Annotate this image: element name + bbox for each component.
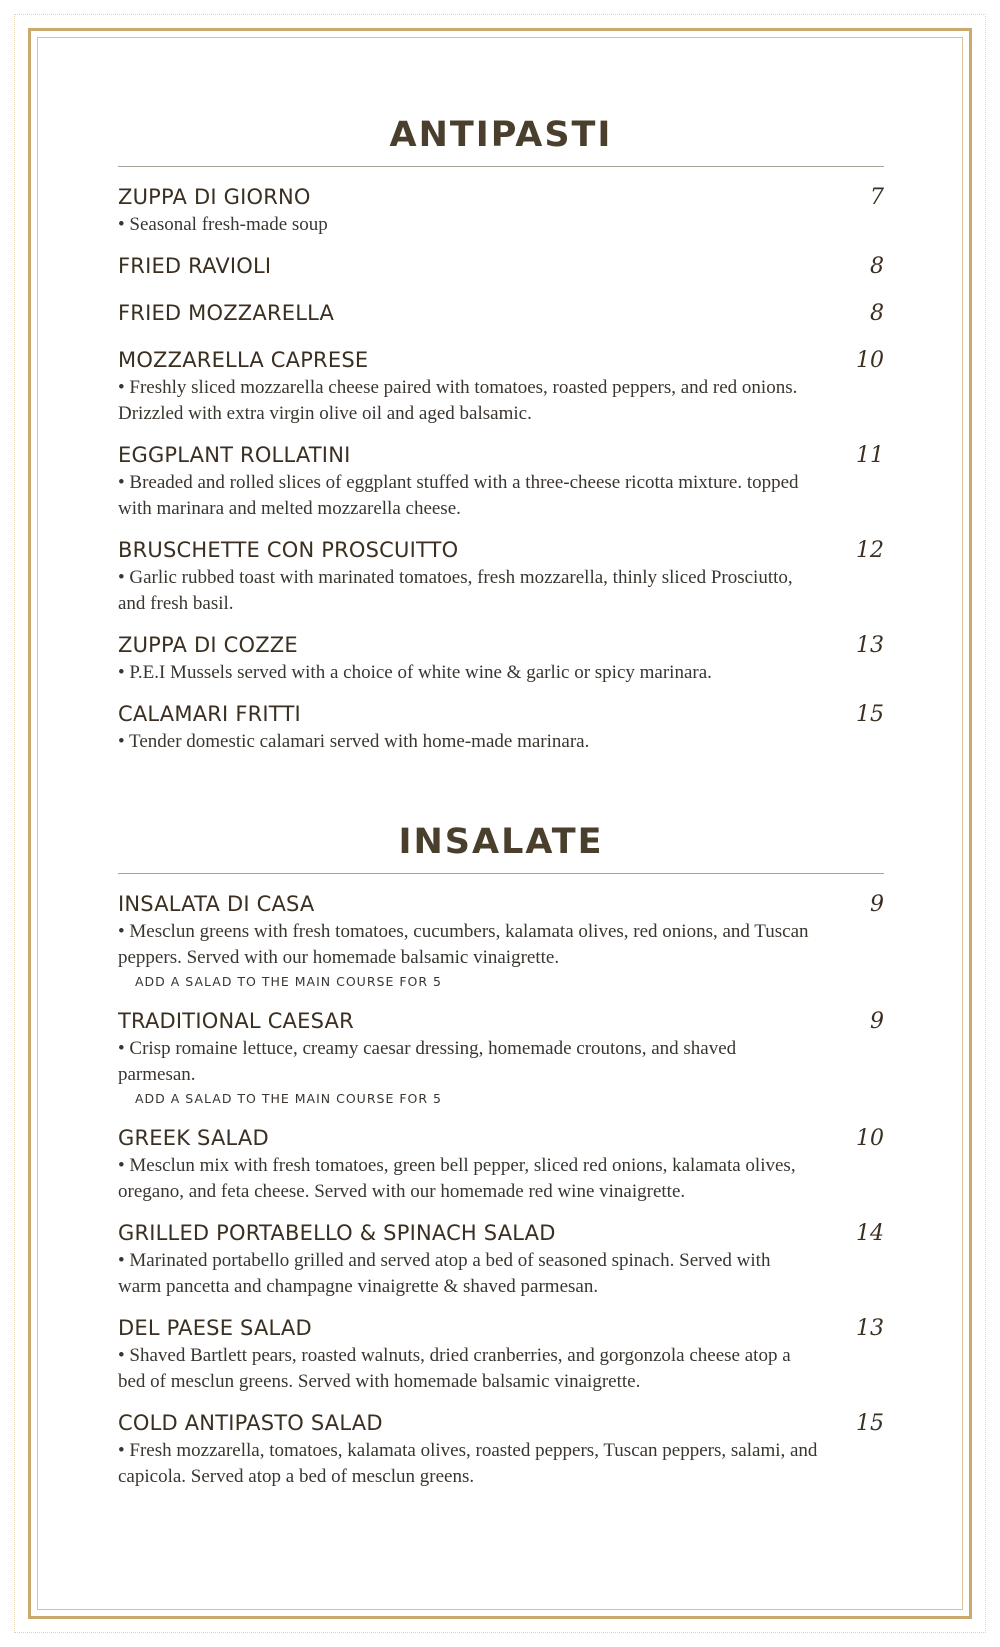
menu-item-note: ADD A SALAD TO THE MAIN COURSE FOR 5 (135, 974, 442, 989)
menu-item-note: ADD A SALAD TO THE MAIN COURSE FOR 5 (135, 1091, 442, 1106)
menu-item (118, 629, 884, 686)
menu-item-name: TRADITIONAL CAESAR (118, 1009, 354, 1033)
menu-item-description: • Freshly sliced mozzarella cheese paired with tomatoes, roasted peppers, and red onions. Drizzled with extra virgin olive oil and aged balsamic. (118, 377, 798, 424)
menu-item-price: 12 (856, 538, 884, 563)
menu-item-name: GRILLED PORTABELLO & SPINACH SALAD (118, 1221, 556, 1245)
menu-item-name: FRIED MOZZARELLA (118, 301, 335, 325)
menu-item-name: MOZZARELLA CAPRESE (118, 348, 369, 372)
menu-item-price: 15 (856, 702, 884, 727)
menu-content (118, 112, 884, 1502)
menu-item-price: 7 (870, 185, 884, 210)
menu-item-description: • Mesclun mix with fresh tomatoes, green bell pepper, sliced red onions, kalamata olives, oregano, and feta cheese. Served with our homemade red wine vinaigrette. (118, 1155, 796, 1202)
menu-item-header (118, 1407, 884, 1440)
menu-item (118, 1122, 884, 1205)
menu-item-name: GREEK SALAD (118, 1126, 269, 1150)
menu-item-name: EGGPLANT ROLLATINI (118, 443, 351, 467)
menu-item (118, 181, 884, 238)
menu-item-description: • Mesclun greens with fresh tomatoes, cucumbers, kalamata olives, red onions, and Tuscan peppers. Served with our homemade balsamic vinaigrette. (118, 921, 809, 968)
menu-item-price: 8 (870, 301, 884, 326)
section-divider (118, 166, 884, 167)
section-title: INSALATE (398, 822, 604, 862)
menu-item-header (118, 297, 884, 330)
menu-item-price: 10 (856, 348, 884, 373)
menu-item (118, 344, 884, 427)
menu-item (118, 1407, 884, 1490)
menu-item-price: 13 (856, 633, 884, 658)
menu-item-price: 9 (870, 892, 884, 917)
menu-item-header (118, 1312, 884, 1345)
menu-item-header (118, 698, 884, 731)
menu-item (118, 1217, 884, 1300)
menu-item-name: DEL PAESE SALAD (118, 1316, 312, 1340)
menu-item (118, 1005, 884, 1110)
menu-item-name: INSALATA DI CASA (118, 892, 315, 916)
menu-item (118, 1312, 884, 1395)
menu-item-description: • Shaved Bartlett pears, roasted walnuts, dried cranberries, and gorgonzola cheese atop a bed of mesclun greens. Served with homemade balsamic vinaigrette. (118, 1345, 791, 1392)
menu-section-insalate (118, 819, 884, 1490)
menu-item-name: CALAMARI FRITTI (118, 702, 301, 726)
menu-item-header (118, 629, 884, 662)
menu-item-header (118, 888, 884, 921)
menu-item-price: 14 (856, 1221, 884, 1246)
menu-item-description: • P.E.I Mussels served with a choice of white wine & garlic or spicy marinara. (118, 662, 712, 683)
menu-item-description: • Breaded and rolled slices of eggplant stuffed with a three-cheese ricotta mixture. topped with marinara and melted mozzarella cheese. (118, 472, 799, 519)
menu-section-antipasti (118, 112, 884, 755)
menu-item (118, 297, 884, 330)
menu-item-name: FRIED RAVIOLI (118, 254, 272, 278)
menu-item-name: ZUPPA DI COZZE (118, 633, 298, 657)
menu-item-price: 10 (856, 1126, 884, 1151)
menu-item-header (118, 181, 884, 214)
menu-item-header (118, 534, 884, 567)
menu-item-price: 15 (856, 1411, 884, 1436)
menu-item-description: • Tender domestic calamari served with home-made marinara. (118, 731, 590, 752)
menu-item-name: ZUPPA DI GIORNO (118, 185, 311, 209)
menu-item-price: 8 (870, 254, 884, 279)
menu-item-name: COLD ANTIPASTO SALAD (118, 1411, 383, 1435)
menu-item-description: • Seasonal fresh-made soup (118, 214, 328, 235)
menu-item-description: • Fresh mozzarella, tomatoes, kalamata olives, roasted peppers, Tuscan peppers, salami, and capicola. Served atop a bed of mesclun greens. (118, 1440, 818, 1487)
section-title: ANTIPASTI (389, 115, 613, 155)
menu-item (118, 888, 884, 993)
menu-item-header (118, 439, 884, 472)
menu-item-header (118, 1217, 884, 1250)
menu-item-price: 11 (856, 443, 884, 468)
menu-item-description: • Marinated portabello grilled and served atop a bed of seasoned spinach. Served with warm pancetta and champagne vinaigrette & shaved parmesan. (118, 1250, 771, 1297)
menu-item (118, 439, 884, 522)
section-divider (118, 873, 884, 874)
menu-item-header (118, 250, 884, 283)
menu-item (118, 250, 884, 283)
menu-item-header (118, 1005, 884, 1038)
menu-item-price: 13 (856, 1316, 884, 1341)
menu-item (118, 698, 884, 755)
menu-item-description: • Crisp romaine lettuce, creamy caesar dressing, homemade croutons, and shaved parmesan. (118, 1038, 737, 1085)
menu-item (118, 534, 884, 617)
section-spacer (118, 767, 884, 819)
menu-item-description: • Garlic rubbed toast with marinated tomatoes, fresh mozzarella, thinly sliced Prosciutto, and fresh basil. (118, 567, 793, 614)
menu-item-header (118, 1122, 884, 1155)
menu-item-name: BRUSCHETTE CON PROSCUITTO (118, 538, 459, 562)
menu-item-price: 9 (870, 1009, 884, 1034)
menu-item-header (118, 344, 884, 377)
